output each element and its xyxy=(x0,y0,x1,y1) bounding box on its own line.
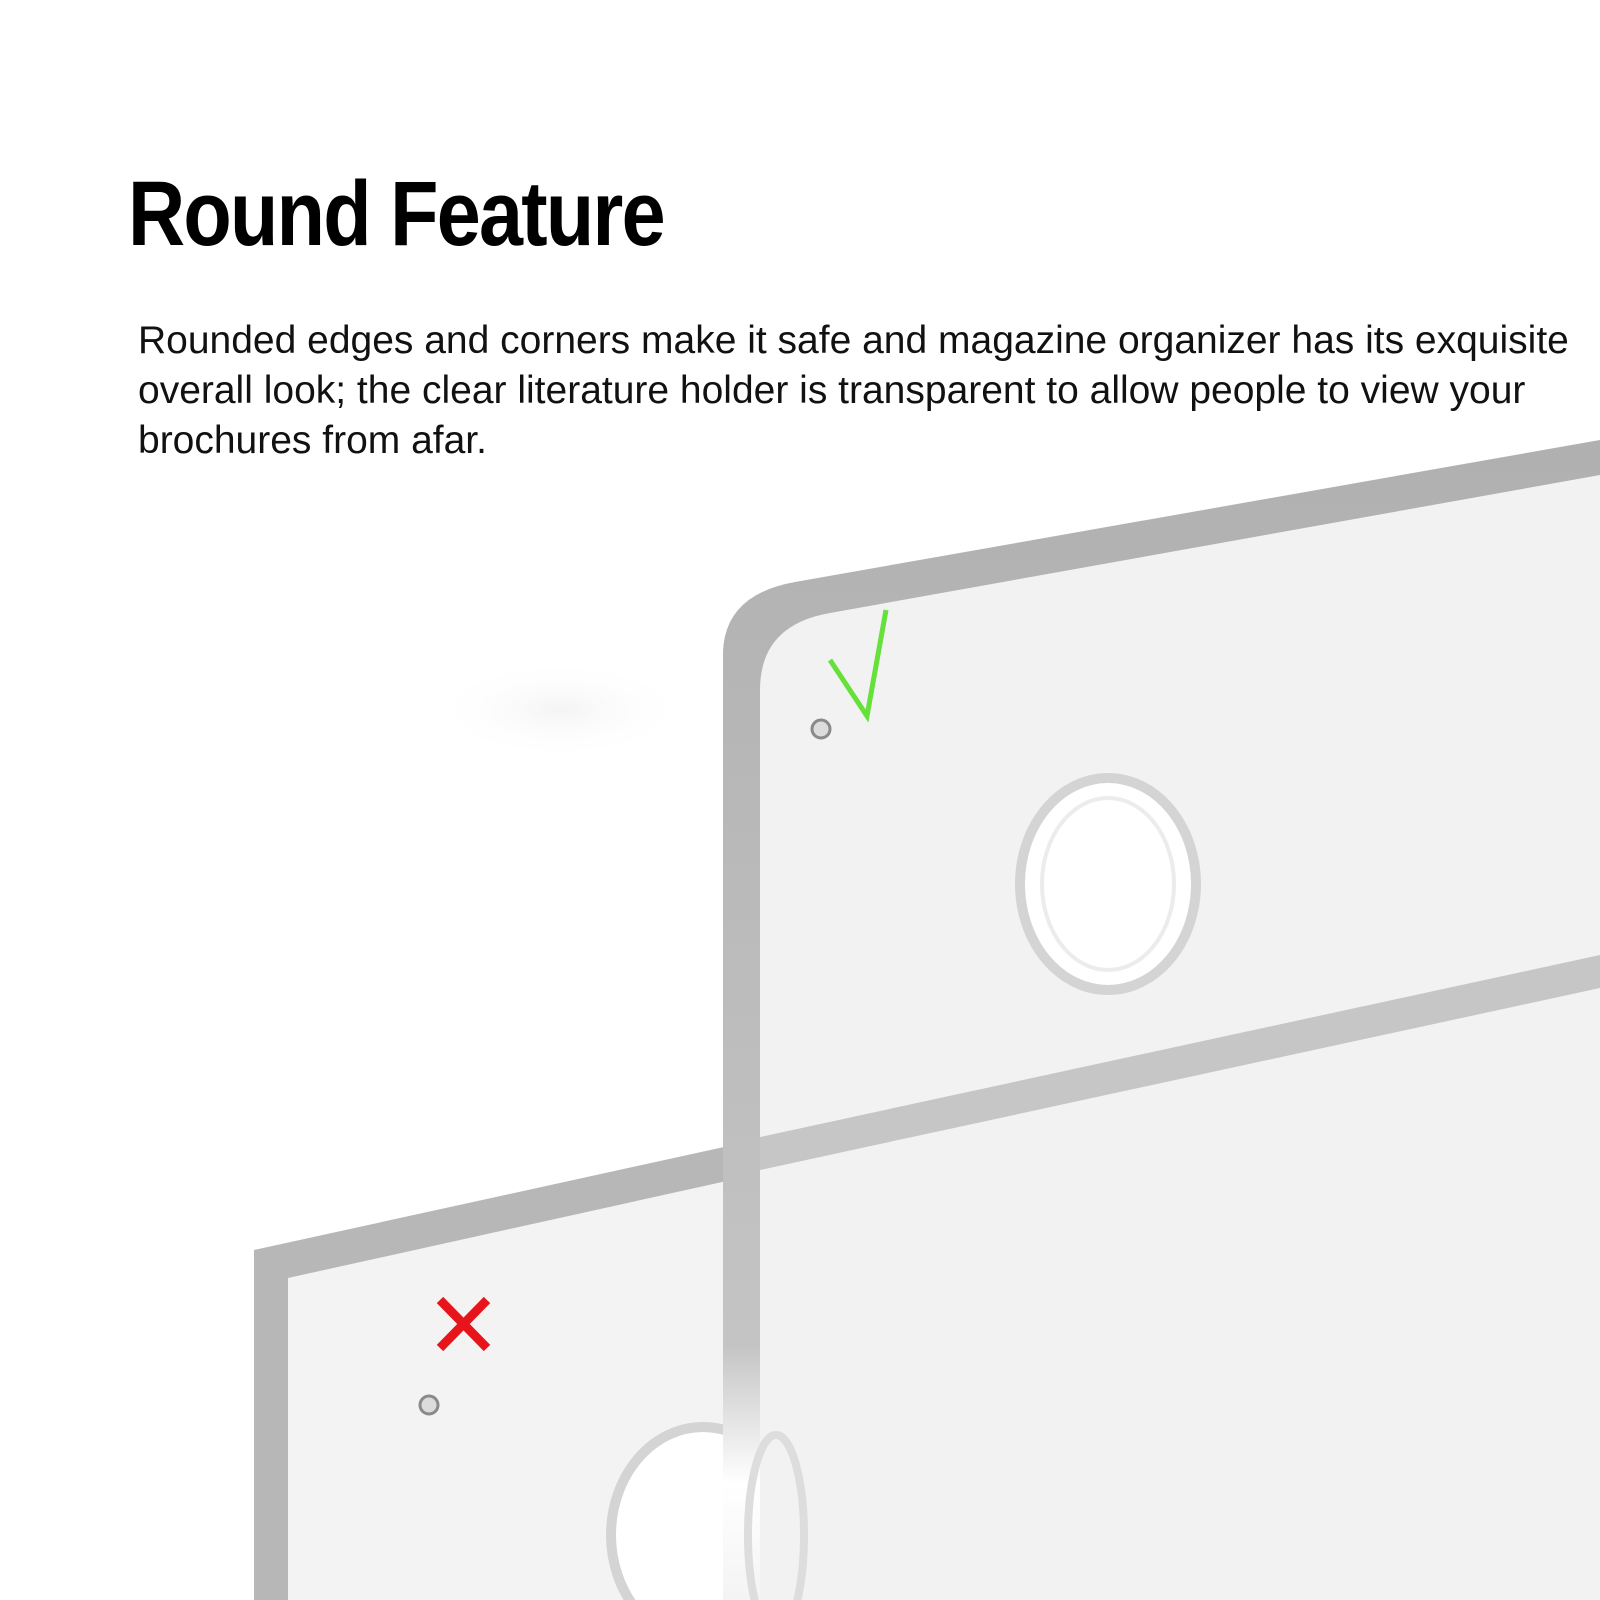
mounting-screw-icon xyxy=(420,1396,438,1414)
feature-heading: Round Feature xyxy=(128,163,664,265)
standoff-hole-icon xyxy=(1020,778,1196,990)
background-smear xyxy=(430,660,690,760)
mounting-screw-icon xyxy=(812,720,830,738)
feature-description: Rounded edges and corners make it safe and magazine organizer has its exquisite overall look; the clear literature holder is transparent to allow people to view your brochures from afar. xyxy=(138,319,1569,462)
rounded-corner-panel xyxy=(723,440,1600,1600)
